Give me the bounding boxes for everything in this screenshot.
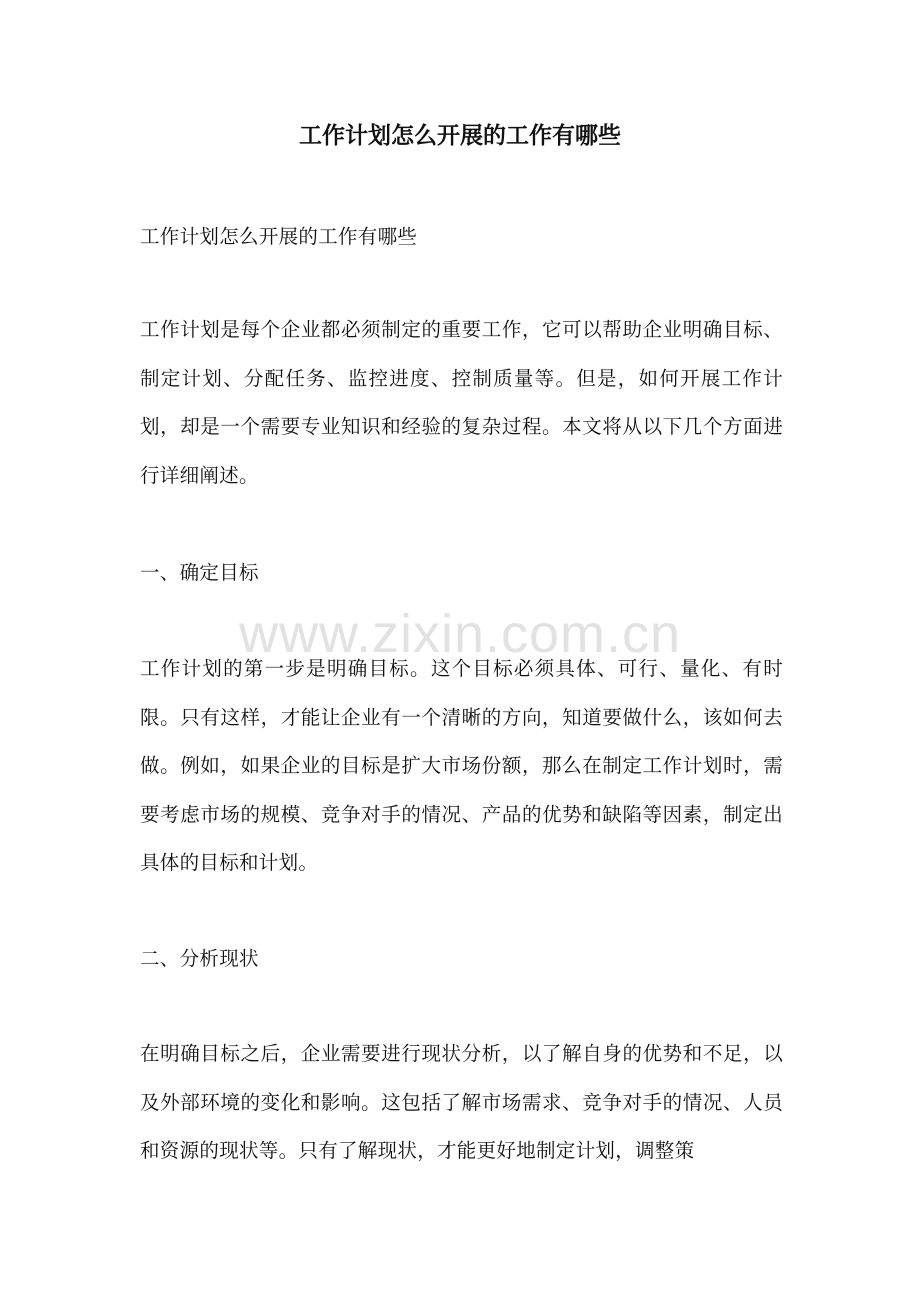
section-heading-analysis: 二、分析现状 <box>140 947 259 970</box>
section-paragraph-analysis: 在明确目标之后，企业需要进行现状分析，以了解自身的优势和不足，以及外部环境的变化和影响。这包括了解市场需求、竞争对手的情况、人员和资源的现状等。只有了解现状，才能更好地制定计划，调整策 <box>140 1042 783 1162</box>
page-title: 工作计划怎么开展的工作有哪些 <box>299 122 621 149</box>
section-paragraph-goal: 工作计划的第一步是明确目标。这个目标必须具体、可行、量化、有时限。只有这样，才能让企业有一个清晰的方向，知道要做什么，该如何去做。例如，如果企业的目标是扩大市场份额，那么在制定工作计划时，需要考虑市场的规模、竞争对手的情况、产品的优势和缺陷等因素，制定出具体的目标和计划。 <box>140 657 783 874</box>
intro-paragraph: 工作计划是每个企业都必须制定的重要工作，它可以帮助企业明确目标、制定计划、分配任务、监控进度、控制质量等。但是，如何开展工作计划，却是一个需要专业知识和经验的复杂过程。本文将从以下几个方面进行详细阐述。 <box>140 318 783 487</box>
document-subtitle: 工作计划怎么开展的工作有哪些 <box>140 225 418 248</box>
watermark: www.zixin.com.cn <box>238 604 682 664</box>
section-heading-goal: 一、确定目标 <box>140 561 259 584</box>
